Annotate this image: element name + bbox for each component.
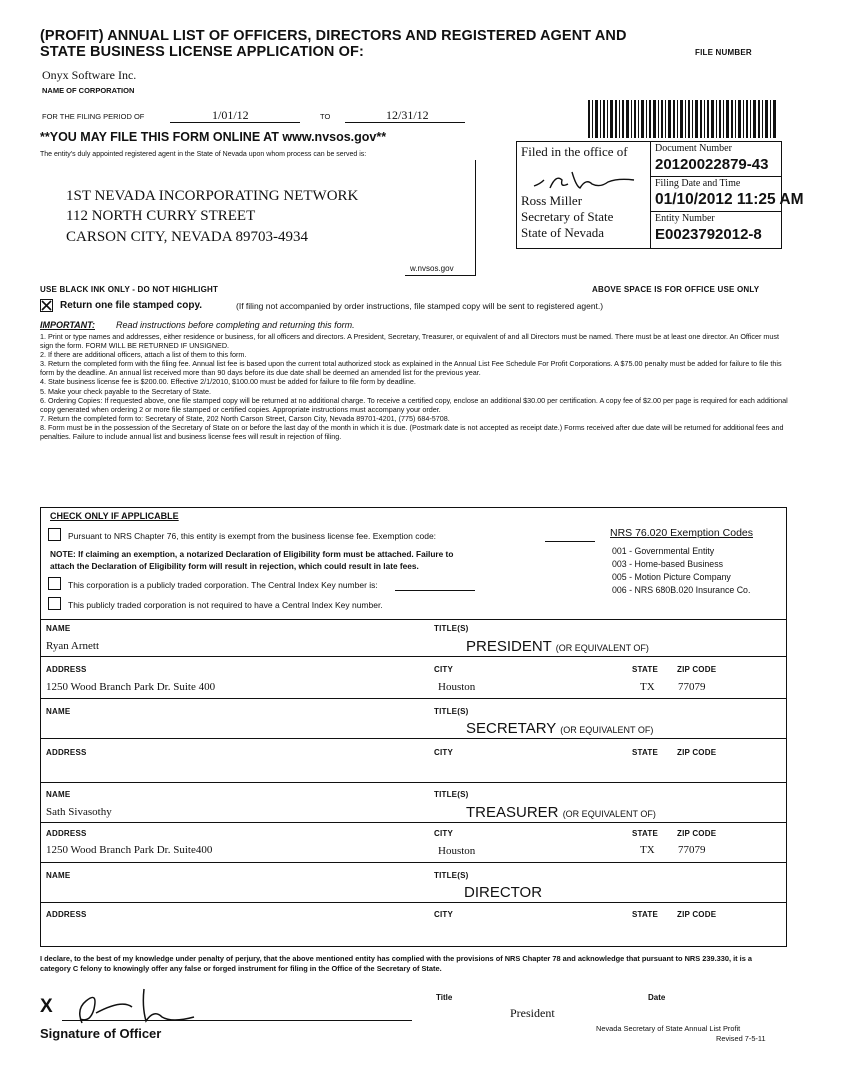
instruction-4: 4. State business license fee is $200.00. Effective 2/1/2010, $100.00 must be added for failure to file form by deadline. <box>40 377 416 387</box>
exempt-label: Pursuant to NRS Chapter 76, this entity is exempt from the business license fee. Exemption code: <box>68 531 437 541</box>
officer1-zip-label: ZIP CODE <box>677 665 717 674</box>
officer4-zip-label: ZIP CODE <box>677 910 717 919</box>
return-copy-note: (If filing not accompanied by order instructions, file stamped copy will be sent to registered agent.) <box>236 301 604 311</box>
doc-number-label: Document Number <box>655 143 732 154</box>
footer-line1: Nevada Secretary of State Annual List Profit <box>596 1024 741 1033</box>
check-only-heading: CHECK ONLY IF APPLICABLE <box>50 511 179 521</box>
exemption-code-003: 003 - Home-based Business <box>612 559 723 569</box>
officer1-state-label: STATE <box>632 665 659 674</box>
officer3-titles-label: TITLE(S) <box>434 790 469 799</box>
officer2-address-label: ADDRESS <box>46 748 87 757</box>
important-label: IMPORTANT: <box>40 320 95 330</box>
important-text: Read instructions before completing and returning this form. <box>116 320 355 330</box>
officer1-zip[interactable]: 77079 <box>678 681 706 693</box>
officer1-title: PRESIDENT (OR EQUIVALENT OF) <box>466 638 649 655</box>
filing-period-label: FOR THE FILING PERIOD OF <box>42 112 145 121</box>
officer4-state-label: STATE <box>632 910 659 919</box>
officer1-address-label: ADDRESS <box>46 665 87 674</box>
filing-date: 01/10/2012 11:25 AM <box>655 191 804 208</box>
agent-box-stub: w.nvsos.gov <box>410 264 454 273</box>
exemption-code-001: 001 - Governmental Entity <box>612 546 715 556</box>
agent-name: 1ST NEVADA INCORPORATING NETWORK <box>66 188 359 204</box>
return-copy-checkbox[interactable] <box>40 299 53 312</box>
officer3-address[interactable]: 1250 Wood Branch Park Dr. Suite400 <box>46 844 213 856</box>
officer-signature-icon[interactable] <box>62 983 202 1029</box>
signature-date-label: Date <box>648 993 666 1002</box>
officer3-city-label: CITY <box>434 829 454 838</box>
instructions-list <box>40 333 788 442</box>
online-filing-notice: **YOU MAY FILE THIS FORM ONLINE AT www.nvsos.gov** <box>40 130 387 144</box>
instruction-8: 8. Form must be in the possession of the Secretary of State on or before the last day of the month in which it is due. (Postmark date is not accepted as receipt date.) Forms received after due date will be returned for additional fees and penalties. Failure to include annual list and business license fees will result in rejection of filing. <box>40 423 784 442</box>
cik-not-required-checkbox[interactable] <box>48 597 61 610</box>
ink-notice: USE BLACK INK ONLY - DO NOT HIGHLIGHT <box>40 285 219 294</box>
officer1-city[interactable]: Houston <box>438 681 476 693</box>
officer3-city[interactable]: Houston <box>438 845 476 857</box>
exemption-code-005: 005 - Motion Picture Company <box>612 572 731 582</box>
stamp-official-name: Ross Miller <box>521 193 583 208</box>
officer4-titles-label: TITLE(S) <box>434 871 469 880</box>
stamp-filed-in: Filed in the office of <box>521 144 628 159</box>
checkmark-x-icon <box>41 300 52 311</box>
officer3-name[interactable]: Sath Sivasothy <box>46 806 112 818</box>
officer3-name-label: NAME <box>46 790 71 799</box>
exemption-note-line2: attach the Declaration of Eligibility form will result in rejection, which could result in late fees. <box>50 561 419 571</box>
officer4-title: DIRECTOR <box>464 884 543 901</box>
officer3-title: TREASURER (OR EQUIVALENT OF) <box>466 804 656 821</box>
signature-title-value[interactable]: President <box>510 1006 555 1020</box>
officer2-titles-label: TITLE(S) <box>434 707 469 716</box>
officer2-title: SECRETARY (OR EQUIVALENT OF) <box>466 720 654 737</box>
exemption-codes-list <box>612 545 750 597</box>
corporation-name: Onyx Software Inc. <box>42 68 137 82</box>
form-title-line2: STATE BUSINESS LICENSE APPLICATION OF: <box>40 44 364 60</box>
instruction-1: 1. Print or type names and addresses, either residence or business, for all officers and directors. A President, Secretary, Treasurer, or equivalent of and all Directors must be named. There must be at least one director. An Officer must sign the form. FORM WILL BE RETURNED IF UNSIGNED. <box>40 332 779 350</box>
officer4-address-label: ADDRESS <box>46 910 87 919</box>
instruction-7: 7. Return the completed form to: Secretary of State, 202 North Carson Street, Carson City, Nevada 89701-4201, (775) 684-5708. <box>40 414 450 424</box>
doc-number: 20120022879-43 <box>655 156 769 173</box>
officer2-city-label: CITY <box>434 748 454 757</box>
filing-period-to-label: TO <box>320 112 331 121</box>
corporation-name-label: NAME OF CORPORATION <box>42 86 135 95</box>
publicly-traded-label: This corporation is a publicly traded corporation. The Central Index Key number is: <box>68 580 378 590</box>
exemption-code-field[interactable] <box>545 541 595 542</box>
entity-number-label: Entity Number <box>655 213 715 224</box>
instruction-2: 2. If there are additional officers, attach a list of them to this form. <box>40 350 247 360</box>
registered-agent-notice: The entity's duly appointed registered agent in the State of Nevada upon whom process can be served is: <box>40 151 367 158</box>
officer1-name[interactable]: Ryan Arnett <box>46 640 100 652</box>
secretary-signature-icon <box>530 166 640 194</box>
officer3-zip[interactable]: 77079 <box>678 844 706 856</box>
agent-city: CARSON CITY, NEVADA 89703-4934 <box>66 229 308 245</box>
instruction-3: 3. Return the completed form with the filing fee. Annual list fee is based upon the current total authorized stock as explained in the Annual List Fee Schedule For Profit Corporations. A $75.00 penalty must be added for failure to file this form by the deadline. An annual list received more than 90 days before its due date shall be deemed an amended list for the previous year. <box>40 359 782 378</box>
cik-not-required-label: This publicly traded corporation is not required to have a Central Index Key number. <box>68 600 383 610</box>
officer4-city-label: CITY <box>434 910 454 919</box>
exemption-codes-title: NRS 76.020 Exemption Codes <box>610 527 753 539</box>
officer1-name-label: NAME <box>46 624 71 633</box>
signature-line <box>62 1020 412 1021</box>
filing-period-from: 1/01/12 <box>212 108 249 122</box>
cik-field[interactable] <box>395 590 475 591</box>
return-copy-label: Return one file stamped copy. <box>60 300 203 311</box>
instruction-6: 6. Ordering Copies: If requested above, one file stamped copy will be returned at no additional charge. To receive a certified copy, enclose an additional $30.00 per certification. A copy fee of $2.00 per page is required for each additional copy generated when ordering 2 or more file stamped or certified copies. Appropriate instructions must accompany your order. <box>40 396 788 414</box>
footer-line2: Revised 7-5-11 <box>716 1034 766 1043</box>
barcode-icon <box>588 100 778 138</box>
officer1-address[interactable]: 1250 Wood Branch Park Dr. Suite 400 <box>46 681 216 693</box>
officer1-titles-label: TITLE(S) <box>434 624 469 633</box>
officer1-state[interactable]: TX <box>640 681 655 693</box>
declaration-text: I declare, to the best of my knowledge under penalty of perjury, that the above mentioned entity has complied with the provisions of NRS Chapter 78 and acknowledge that pursuant to NRS 239.330, it is a category C felony to knowingly offer any false or forged instrument for filing in the Office of the Secretary of State. <box>40 954 752 973</box>
stamp-official-title: Secretary of State <box>521 209 614 224</box>
signature-x-mark: X <box>40 996 53 1017</box>
office-use-notice: ABOVE SPACE IS FOR OFFICE USE ONLY <box>592 285 760 294</box>
publicly-traded-checkbox[interactable] <box>48 577 61 590</box>
entity-number: E0023792012-8 <box>655 226 762 243</box>
instruction-5: 5. Make your check payable to the Secretary of State. <box>40 386 211 396</box>
officer2-state-label: STATE <box>632 748 659 757</box>
filing-date-label: Filing Date and Time <box>655 178 741 189</box>
signature-title-label: Title <box>436 993 453 1002</box>
exempt-checkbox[interactable] <box>48 528 61 541</box>
officer3-address-label: ADDRESS <box>46 829 87 838</box>
file-number-label: FILE NUMBER <box>695 48 752 57</box>
officer2-name-label: NAME <box>46 707 71 716</box>
officer3-state-label: STATE <box>632 829 659 838</box>
filing-period-to: 12/31/12 <box>386 108 429 122</box>
officer2-zip-label: ZIP CODE <box>677 748 717 757</box>
officer3-state[interactable]: TX <box>640 844 655 856</box>
officer4-name-label: NAME <box>46 871 71 880</box>
form-title-line1: (PROFIT) ANNUAL LIST OF OFFICERS, DIRECTORS AND REGISTERED AGENT AND <box>40 28 627 44</box>
officer3-zip-label: ZIP CODE <box>677 829 717 838</box>
exemption-note-line1: NOTE: If claiming an exemption, a notarized Declaration of Eligibility form must be attached. Failure to <box>50 549 454 559</box>
agent-street: 112 NORTH CURRY STREET <box>66 208 256 224</box>
signature-label: Signature of Officer <box>40 1026 162 1041</box>
officer1-city-label: CITY <box>434 665 454 674</box>
stamp-official-state: State of Nevada <box>521 225 605 240</box>
exemption-code-006: 006 - NRS 680B.020 Insurance Co. <box>612 585 751 595</box>
